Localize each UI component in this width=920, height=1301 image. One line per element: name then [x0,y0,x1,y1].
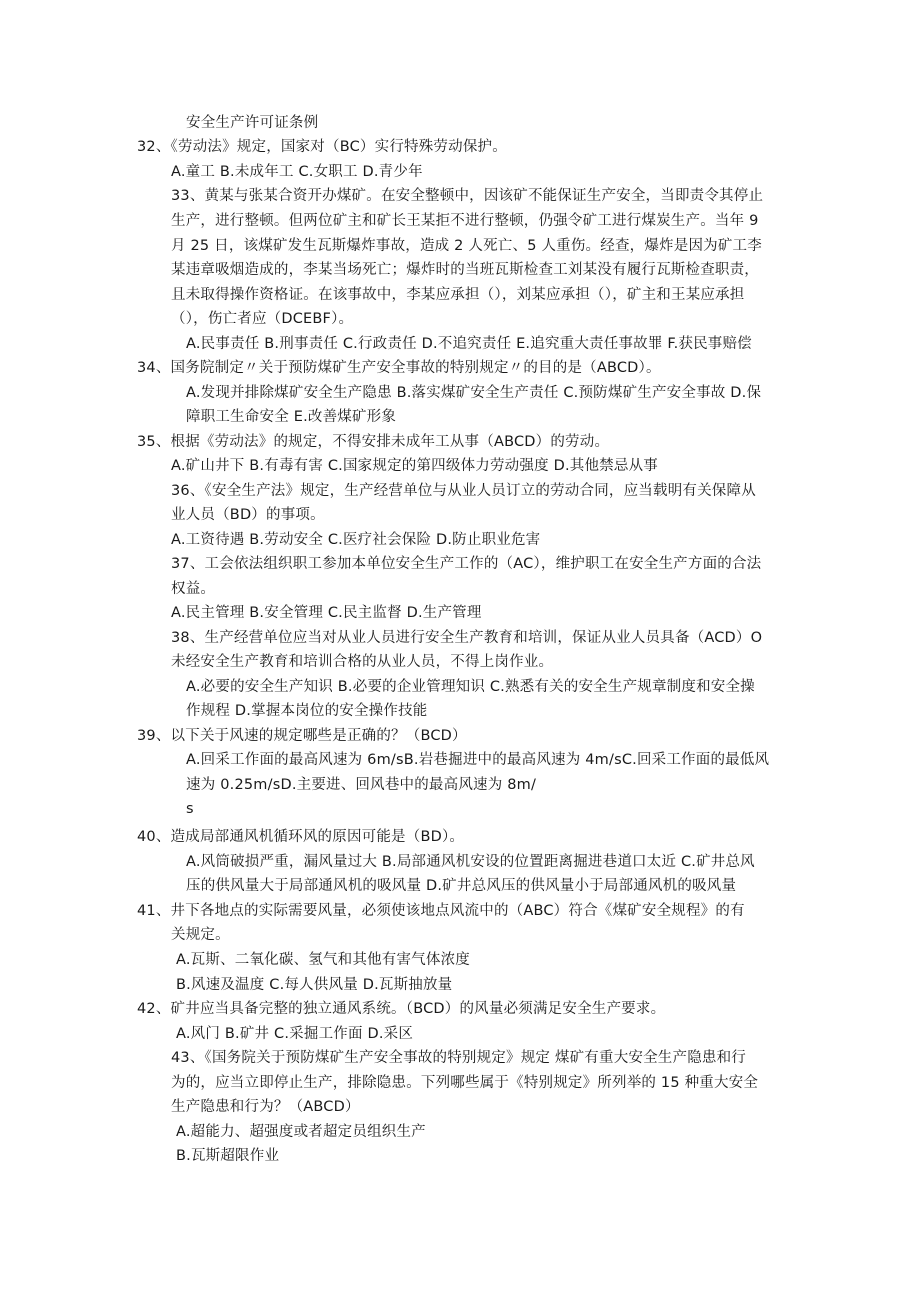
text-line: B.瓦斯超限作业 [176,1148,280,1164]
text-line: 权益。 [171,581,216,597]
options-40: A.风筒破损严重，漏风量过大 B.局部通风机安设的位置距离掘进巷道口太近 C.矿井总风 [186,854,755,870]
question-41: 41、井下各地点的实际需要风量，必须使该地点风流中的（ABC）符合《煤矿安全规程》的有 [137,903,745,919]
text-line: 生产隐患和行为？（ABCD） [171,1099,360,1115]
options-42: A.风门 B.矿井 C.采掘工作面 D.采区 [176,1026,414,1042]
question-40: 40、造成局部通风机循环风的原因可能是（BD）。 [137,829,465,845]
text-line: 为的，应当立即停止生产，排除隐患。下列哪些属于《特别规定》所列举的 15 种重大安全 [171,1075,759,1091]
question-35: 35、根据《劳动法》的规定，不得安排未成年工从事（ABCD）的劳动。 [137,434,610,450]
question-39: 39、以下关于风速的规定哪些是正确的？（BCD） [137,728,467,744]
text-line: 业人员（BD）的事项。 [171,507,325,523]
question-32: 32、《劳动法》规定，国家对（BC）实行特殊劳动保护。 [137,139,507,155]
question-37: 37、工会依法组织职工参加本单位安全生产工作的（AC），维护职工在安全生产方面的合法 [171,556,762,572]
text-line: 安全生产许可证条例 [186,115,319,131]
text-line: （），伤亡者应（DCEBF）。 [171,311,354,327]
text-line: 速为 0.25m/sD.主要进、回风巷中的最高风速为 8m/ [186,777,537,793]
text-line: 生产，进行整顿。但两位矿主和矿长王某拒不进行整顿，仍强令矿工进行煤炭生产。当年 9 [171,213,759,229]
text-line: 关规定。 [171,927,230,943]
text-line: 作规程 D.掌握本岗位的安全操作技能 [186,703,428,719]
options-43: A.超能力、超强度或者超定员组织生产 [176,1124,426,1140]
options-32: A.童工 B.未成年工 C.女职工 D.青少年 [171,164,423,180]
text-line: 未经安全生产教育和培训合格的从业人员，不得上岗作业。 [171,654,554,670]
options-33: A.民事责任 B.刑事责任 C.行政责任 D.不追究责任 E.追究重大责任事故罪 F.获民事赔偿 [186,336,752,352]
question-34: 34、国务院制定〃关于预防煤矿生产安全事故的特别规定〃的目的是（ABCD）。 [137,360,661,376]
text-line: 且未取得操作资格证。在该事故中，李某应承担（），刘某应承担（），矿主和王某应承担 [171,287,745,303]
question-42: 42、矿井应当具备完整的独立通风系统。（BCD）的风量必须满足安全生产要求。 [137,1001,666,1017]
options-41: A.瓦斯、二氧化碳、氢气和其他有害气体浓度 [176,952,470,968]
text-line: 月 25 日，该煤矿发生瓦斯爆炸事故，造成 2 人死亡、5 人重伤。经查，爆炸是因为矿工李 [171,238,762,254]
options-36: A.工资待遇 B.劳动安全 C.医疗社会保险 D.防止职业危害 [171,532,541,548]
question-43: 43、《国务院关于预防煤矿生产安全事故的特别规定》规定 煤矿有重大安全生产隐患和行 [171,1050,747,1066]
text-line: 某违章吸烟造成的，李某当场死亡；爆炸时的当班瓦斯检查工刘某没有履行瓦斯检查职责， [171,262,759,278]
options-39: A.回采工作面的最高风速为 6m/sB.岩巷掘进中的最高风速为 4m/sC.回采工作面的最低风 [186,752,770,768]
question-38: 38、生产经营单位应当对从业人员进行安全生产教育和培训，保证从业人员具备（ACD）O [171,630,763,646]
text-line: 压的供风量大于局部通风机的吸风量 D.矿井总风压的供风量小于局部通风机的吸风量 [186,878,737,894]
text-line: 障职工生命安全 E.改善煤矿形象 [186,409,397,425]
question-36: 36、《安全生产法》规定，生产经营单位与从业人员订立的劳动合同，应当载明有关保障从 [171,483,756,499]
options-37: A.民主管理 B.安全管理 C.民主监督 D.生产管理 [171,605,482,621]
text-line: s [186,801,194,817]
question-33: 33、黄某与张某合资开办煤矿。在安全整顿中，因该矿不能保证生产安全，当即责令其停止 [171,188,764,204]
options-34: A.发现并排除煤矿安全生产隐患 B.落实煤矿安全生产责任 C.预防煤矿生产安全事故 D.保 [186,385,762,401]
text-line: B.风速及温度 C.每人供风量 D.瓦斯抽放量 [176,977,453,993]
options-38: A.必要的安全生产知识 B.必要的企业管理知识 C.熟悉有关的安全生产规章制度和安全操 [186,679,755,695]
options-35: A.矿山井下 B.有毒有害 C.国家规定的第四级体力劳动强度 D.其他禁忌从事 [171,458,658,474]
